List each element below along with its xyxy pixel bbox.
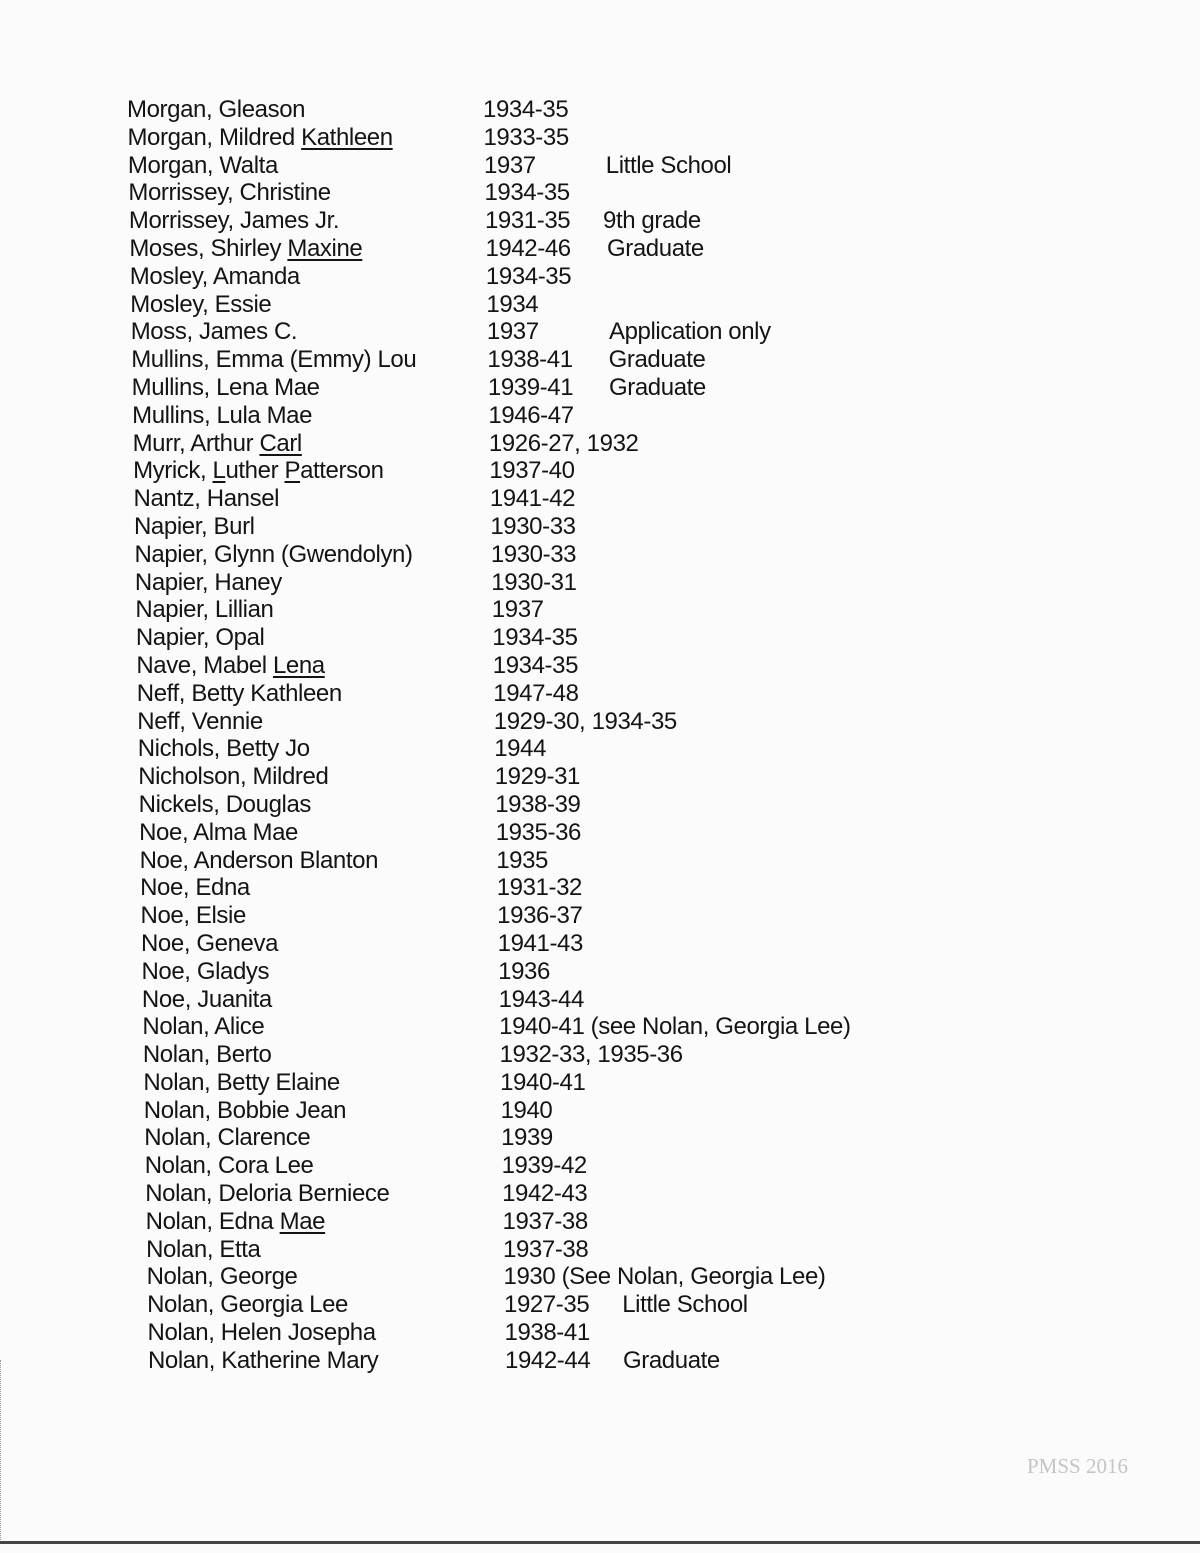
list-item xyxy=(0,596,1200,624)
attendance-years: 1947-48 xyxy=(493,679,579,707)
student-name xyxy=(137,680,342,708)
name-part: Nolan, Alice xyxy=(142,1013,265,1041)
name-part: Nolan, Bobbie Jean xyxy=(143,1096,347,1124)
list-item xyxy=(0,763,1200,791)
student-name xyxy=(148,1347,378,1375)
status-note: Little School xyxy=(622,1291,748,1319)
name-part: Nolan, Edna xyxy=(145,1207,280,1235)
list-item xyxy=(0,819,1200,847)
list-item xyxy=(0,457,1200,485)
student-name xyxy=(145,1152,314,1180)
attendance-years: 1931-32 xyxy=(496,874,582,902)
name-part: Nolan, Cora Lee xyxy=(144,1152,314,1180)
student-name xyxy=(129,207,339,235)
list-item xyxy=(0,986,1200,1014)
list-item xyxy=(0,791,1200,819)
student-name xyxy=(131,318,297,346)
list-item xyxy=(0,1152,1200,1180)
student-name xyxy=(141,902,246,930)
list-item xyxy=(0,680,1200,708)
attendance-years: 1934-35 xyxy=(492,651,579,679)
attendance-years: 1939 xyxy=(501,1124,553,1152)
name-part-underlined: Kathleen xyxy=(301,123,393,151)
student-name xyxy=(139,819,298,847)
name-part: Nichols, Betty Jo xyxy=(137,735,310,763)
name-part: Morgan, Gleason xyxy=(127,96,306,123)
attendance-years: 1930 (See Nolan, Georgia Lee) xyxy=(503,1263,826,1291)
list-item xyxy=(0,179,1200,207)
list-item xyxy=(0,207,1200,235)
list-item xyxy=(0,374,1200,402)
name-part: Nolan, Betty Elaine xyxy=(143,1068,340,1096)
student-name xyxy=(135,596,273,624)
student-name xyxy=(141,930,278,958)
name-part: Morrissey, Christine xyxy=(128,179,331,207)
status-note: Graduate xyxy=(609,373,706,401)
list-item xyxy=(0,124,1200,152)
list-item xyxy=(0,1347,1200,1375)
list-item xyxy=(0,318,1200,346)
student-name xyxy=(133,457,384,485)
attendance-years: 1936 xyxy=(498,957,550,985)
list-item xyxy=(0,652,1200,680)
student-name xyxy=(148,1319,376,1347)
name-part: Mosley, Essie xyxy=(130,290,272,318)
list-item xyxy=(0,735,1200,763)
name-part-underlined: P xyxy=(284,457,301,485)
name-part: Noe, Elsie xyxy=(140,902,246,930)
list-item xyxy=(0,485,1200,513)
student-name xyxy=(128,179,330,207)
student-name xyxy=(144,1124,310,1152)
name-part: Murr, Arthur xyxy=(132,429,260,457)
list-item xyxy=(0,1319,1200,1347)
list-item xyxy=(0,1291,1200,1319)
list-item xyxy=(0,291,1200,319)
name-part: Noe, Gladys xyxy=(141,957,270,985)
student-name xyxy=(135,569,282,597)
watermark: PMSS 2016 xyxy=(1027,1454,1128,1478)
list-item xyxy=(0,624,1200,652)
name-part-underlined: Mae xyxy=(279,1207,326,1235)
student-name xyxy=(134,485,280,513)
name-part: Noe, Geneva xyxy=(141,929,279,957)
student-name xyxy=(132,402,312,430)
list-item xyxy=(0,874,1200,902)
list-item xyxy=(0,513,1200,541)
attendance-years: 1942-46 xyxy=(485,234,571,262)
attendance-years: 1939-42 xyxy=(501,1152,587,1180)
name-part: Napier, Burl xyxy=(134,512,255,540)
attendance-years: 1940-41 (see Nolan, Georgia Lee) xyxy=(499,1013,851,1041)
student-name xyxy=(146,1208,325,1236)
student-name xyxy=(127,96,305,124)
student-name xyxy=(128,152,278,180)
attendance-years: 1927-35 xyxy=(504,1291,590,1319)
status-note: Graduate xyxy=(608,346,706,374)
list-item xyxy=(0,569,1200,597)
list-item xyxy=(0,235,1200,263)
status-note: Graduate xyxy=(607,234,704,262)
name-part: Noe, Anderson Blanton xyxy=(139,846,379,874)
name-part: Napier, Opal xyxy=(135,624,265,652)
name-part: Moses, Shirley xyxy=(129,234,288,262)
name-part-underlined: Carl xyxy=(259,429,302,457)
student-name xyxy=(140,874,250,902)
name-part: Nave, Mabel xyxy=(136,651,273,679)
list-item xyxy=(0,902,1200,930)
list-item xyxy=(0,402,1200,430)
attendance-years: 1935-36 xyxy=(495,818,581,846)
attendance-years: 1938-41 xyxy=(487,346,573,374)
status-note: Graduate xyxy=(623,1346,720,1374)
name-part: Mullins, Emma (Emmy) Lou xyxy=(131,346,417,374)
attendance-years: 1939-41 xyxy=(487,373,574,401)
name-part: Nolan, Clarence xyxy=(144,1124,311,1152)
scan-edge-noise xyxy=(0,1360,7,1540)
student-name xyxy=(134,541,412,569)
student-name xyxy=(147,1291,348,1319)
attendance-years: 1930-33 xyxy=(490,540,577,568)
student-name xyxy=(147,1263,298,1291)
list-item xyxy=(0,1013,1200,1041)
attendance-years: 1942-43 xyxy=(502,1180,588,1208)
name-part: Nicholson, Mildred xyxy=(138,763,329,791)
student-name xyxy=(141,958,269,986)
name-part: Nolan, Berto xyxy=(142,1041,272,1069)
list-item xyxy=(0,1041,1200,1069)
name-part: Napier, Lillian xyxy=(135,596,274,624)
list-item xyxy=(0,958,1200,986)
student-name xyxy=(130,291,271,319)
student-name xyxy=(137,708,263,736)
attendance-years: 1943-44 xyxy=(498,985,584,1013)
list-item xyxy=(0,1263,1200,1291)
list-item xyxy=(0,1097,1200,1125)
attendance-years: 1930-33 xyxy=(490,512,576,540)
attendance-years: 1933-35 xyxy=(483,123,569,151)
attendance-years: 1941-42 xyxy=(489,485,576,513)
name-part-underlined: L xyxy=(212,457,226,485)
attendance-years: 1937 xyxy=(486,318,539,346)
attendance-years: 1929-31 xyxy=(494,763,580,791)
list-item xyxy=(0,263,1200,291)
attendance-years: 1934-35 xyxy=(484,179,570,207)
list-item xyxy=(0,1236,1200,1264)
name-part: Morgan, Mildred xyxy=(127,123,302,151)
attendance-years: 1942-44 xyxy=(505,1346,591,1374)
name-part-underlined: Lena xyxy=(272,651,325,679)
attendance-years: 1929-30, 1934-35 xyxy=(493,707,677,735)
student-list xyxy=(0,96,1200,1375)
name-part: Napier, Haney xyxy=(134,568,282,596)
list-item xyxy=(0,1180,1200,1208)
student-name xyxy=(138,735,310,763)
attendance-years: 1944 xyxy=(494,735,547,763)
student-name xyxy=(140,847,378,875)
list-item xyxy=(0,1124,1200,1152)
attendance-years: 1934-35 xyxy=(492,624,578,652)
attendance-years: 1940-41 xyxy=(500,1068,586,1096)
attendance-years: 1938-39 xyxy=(495,790,581,818)
name-part-underlined: Maxine xyxy=(287,234,363,262)
student-name xyxy=(146,1236,260,1264)
student-name xyxy=(129,235,362,263)
list-item xyxy=(0,1208,1200,1236)
name-part: Nolan, Helen Josepha xyxy=(147,1319,376,1347)
name-part: Noe, Juanita xyxy=(141,985,272,1013)
attendance-years: 1932-33, 1935-36 xyxy=(499,1041,683,1069)
name-part: Neff, Betty Kathleen xyxy=(136,679,342,707)
student-name xyxy=(144,1097,346,1125)
status-note: 9th grade xyxy=(603,207,701,235)
student-name xyxy=(139,791,311,819)
name-part: Moss, James C. xyxy=(130,318,298,346)
attendance-years: 1935 xyxy=(496,846,548,874)
student-name xyxy=(143,1041,272,1069)
list-item xyxy=(0,541,1200,569)
status-note: Little School xyxy=(605,151,732,179)
name-part: Morrissey, James Jr. xyxy=(128,207,340,235)
list-item xyxy=(0,847,1200,875)
student-name xyxy=(143,1069,340,1097)
student-name xyxy=(138,763,328,791)
student-name xyxy=(133,430,302,458)
name-part: Nolan, Deloria Berniece xyxy=(145,1180,390,1208)
student-name xyxy=(132,374,320,402)
student-name xyxy=(136,624,265,652)
student-name xyxy=(136,652,324,680)
attendance-years: 1934-35 xyxy=(485,262,572,290)
name-part: Mullins, Lena Mae xyxy=(131,373,320,401)
name-part: Noe, Edna xyxy=(140,874,250,902)
student-name xyxy=(131,346,416,374)
name-part: Myrick, xyxy=(133,457,213,485)
name-part: Nantz, Hansel xyxy=(133,485,280,513)
name-part: Napier, Glynn (Gwendolyn) xyxy=(134,540,413,568)
status-note: Application only xyxy=(609,318,771,346)
list-item xyxy=(0,708,1200,736)
student-name xyxy=(130,263,300,291)
name-part: uther xyxy=(225,457,285,485)
attendance-years: 1937 xyxy=(483,151,536,179)
name-part: atterson xyxy=(300,457,384,485)
attendance-years: 1938-41 xyxy=(504,1319,590,1347)
attendance-years: 1937-38 xyxy=(502,1207,588,1235)
list-item xyxy=(0,1069,1200,1097)
name-part: Nolan, Etta xyxy=(146,1235,261,1263)
attendance-years: 1937-38 xyxy=(503,1235,589,1263)
attendance-years: 1940 xyxy=(500,1096,553,1124)
attendance-years: 1946-47 xyxy=(488,401,574,429)
name-part: Nolan, George xyxy=(146,1263,298,1291)
attendance-years: 1934 xyxy=(486,290,539,318)
name-part: Noe, Alma Mae xyxy=(139,818,298,846)
list-item xyxy=(0,96,1200,124)
attendance-years: 1930-31 xyxy=(491,568,577,596)
student-name xyxy=(142,986,272,1014)
name-part: Mullins, Lula Mae xyxy=(132,401,313,429)
student-name xyxy=(145,1180,389,1208)
name-part: Nickels, Douglas xyxy=(138,790,311,818)
list-item xyxy=(0,152,1200,180)
student-name xyxy=(134,513,255,541)
page-bottom-edge xyxy=(0,1541,1200,1544)
attendance-years: 1937 xyxy=(491,596,544,624)
student-name xyxy=(127,124,392,152)
attendance-years: 1926-27, 1932 xyxy=(488,429,639,457)
name-part: Nolan, Georgia Lee xyxy=(147,1291,348,1319)
list-item xyxy=(0,430,1200,458)
attendance-years: 1941-43 xyxy=(497,929,583,957)
attendance-years: 1937-40 xyxy=(489,457,575,485)
attendance-years: 1931-35 xyxy=(484,207,571,235)
name-part: Nolan, Katherine Mary xyxy=(148,1346,379,1374)
student-name xyxy=(142,1013,264,1041)
name-part: Mosley, Amanda xyxy=(129,262,300,290)
attendance-years: 1934-35 xyxy=(483,96,569,123)
attendance-years: 1936-37 xyxy=(497,902,583,930)
list-item xyxy=(0,346,1200,374)
list-item xyxy=(0,930,1200,958)
name-part: Neff, Vennie xyxy=(137,707,263,735)
name-part: Morgan, Walta xyxy=(127,151,278,179)
